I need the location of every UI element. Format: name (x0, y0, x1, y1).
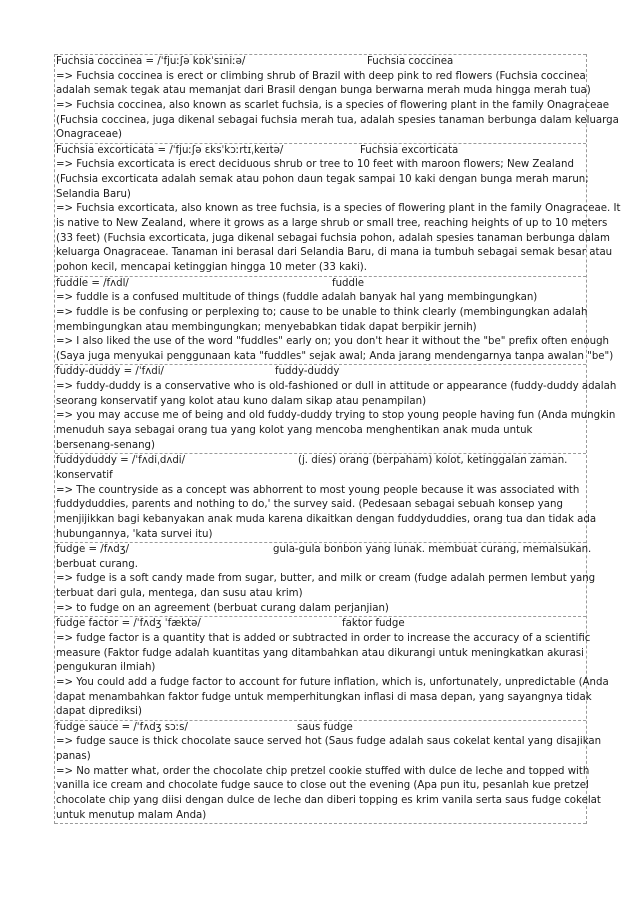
entry-term: fuddle = /fʌdl/ (56, 277, 129, 289)
entry-text-line: menuduh saya sebagai orang tua yang kolot yang mencoba menghentikan anak muda untuk (56, 425, 533, 437)
entry-text-line: seorang konservatif yang kolot atau kuno dalam sikap atau penampilan) (56, 395, 427, 407)
entry-text-line: => to fudge on an agreement (berbuat curang dalam perjanjian) (56, 602, 389, 614)
entry-text-line: membingungkan atau membingungkan; menyebabkan tidak dapat berpikir jernih) (56, 321, 477, 333)
entry-headline (55, 365, 586, 380)
entry-text-line: dapat diprediksi) (56, 706, 142, 718)
entry-text-line: menjijikkan bagi kebanyakan anak muda karena dikaitkan dengan fuddyduddies, orang tua dan tidak ada (56, 513, 597, 525)
entry-translation: saus fudge (297, 721, 353, 733)
entry-term: fuddyduddy = /ˈfʌdiˌdʌdi/ (56, 455, 186, 467)
entry-text-line: (Fuchsia coccinea, juga dikenal sebagai fuchsia merah tua, adalah spesies tanaman berbunga dalam keluarga (56, 114, 619, 126)
entry-term: fuddy-duddy = /ˈfʌdi/ (56, 366, 164, 378)
entry-text-line: terbuat dari gula, mentega, dan susu atau krim) (56, 588, 303, 600)
entry-text-line: => Fuchsia excorticata is erect deciduous shrub or tree to 10 feet with maroon flowers; New Zealand (56, 159, 574, 171)
entry-translation: gula-gula bonbon yang lunak. membuat curang, memalsukan. (273, 544, 592, 556)
entry-term: Fuchsia excorticata = /ˈfjuːʃə ɛksˈkɔːrtɪˌkeɪtə/ (56, 144, 284, 156)
dictionary-entry (55, 720, 602, 824)
entry-translation: Fuchsia coccinea (367, 56, 454, 67)
entry-translation: fuddy-duddy (275, 366, 340, 378)
entry-text-line: => fudge sauce is thick chocolate sauce served hot (Saus fudge adalah saus cokelat kental yang disajikan (56, 736, 602, 748)
entry-text-line: => you may accuse me of being and old fuddy-duddy trying to stop young people having fun (Anda mungkin (56, 410, 616, 422)
entry-text-line: => Fuchsia coccinea is erect or climbing shrub of Brazil with deep pink to red flowers (Fuchsia coccinea (56, 70, 586, 82)
entry-text-line: vanilla ice cream and chocolate fudge sauce to close out the evening (Apa pun itu, pesanlah kue pretzel (56, 780, 589, 792)
entry-headline (55, 454, 586, 469)
entry-text-line: pengukuran ilmiah) (56, 662, 156, 674)
entry-text-line: chocolate chip yang diisi dengan dulce de leche dan diberi topping es krim vanila serta saus fudge cokelat (56, 795, 601, 807)
entry-text-line: berbuat curang. (56, 558, 138, 570)
entry-text-line: konservatif (56, 469, 113, 481)
entry-text-line: => I also liked the use of the word "fuddles" early on; you don't hear it without the "be" prefix often enough (56, 336, 610, 348)
entry-text-line: (Saya juga menyukai penggunaan kata "fuddles" sejak awal; Anda jarang mendengarnya tanpa awalan "be") (56, 350, 614, 362)
entry-headline (55, 144, 586, 159)
entry-text-line: => fuddle is be confusing or perplexing to; cause to be unable to think clearly (membingungkan adalah (56, 306, 588, 318)
entry-text-line: untuk menutup malam Anda) (56, 809, 207, 821)
entry-headline (55, 55, 586, 70)
entry-text-line: => You could add a fudge factor to account for future inflation, which is, unfortunately, unpredictable (Anda (56, 676, 609, 688)
entry-text-line: => The countryside as a concept was abhorrent to most young people because it was associated with (56, 484, 580, 496)
dictionary-document (54, 54, 621, 824)
dictionary-entry (55, 453, 597, 542)
entry-text-line: adalah semak tegak atau memanjat dari Brasil dengan bunga berwarna merah muda hingga merah tua) (56, 85, 591, 97)
entry-text-line: (33 feet) (Fuchsia excorticata, juga dikenal sebagai fuchsia pohon, adalah spesies tanaman berbunga dalam (56, 232, 610, 244)
entry-translation: (j. dies) orang (berpaham) kolot, ketinggalan zaman. (298, 455, 568, 467)
entry-translation: faktor fudge (342, 618, 405, 630)
entry-text-line: keluarga Onagraceae. Tanaman ini berasal dari Selandia Baru, di mana ia tumbuh sebagai semak besar atau (56, 247, 613, 259)
entry-text-line: => fuddle is a confused multitude of things (fuddle adalah banyak hal yang membingungkan) (56, 292, 538, 304)
entry-text-line: => Fuchsia coccinea, also known as scarlet fuchsia, is a species of flowering plant in the family Onagraceae (56, 99, 609, 111)
entry-headline (55, 721, 586, 736)
entry-text-line: dapat menambahkan faktor fudge untuk memperhitungkan inflasi di masa depan, yang sayangnya tidak (56, 691, 592, 703)
entry-headline (55, 543, 592, 558)
entry-text-line: Onagraceae) (56, 129, 122, 141)
entry-term: fudge = /fʌdʒ/ (56, 544, 130, 556)
entry-text-line: => Fuchsia excorticata, also known as tree fuchsia, is a species of flowering plant in the family Onagraceae. It (56, 203, 621, 215)
entry-term: fudge sauce = /ˈfʌdʒ sɔːs/ (56, 721, 188, 733)
dictionary-entry (55, 616, 609, 719)
entry-headline (55, 277, 586, 292)
entry-text-line: => fudge factor is a quantity that is added or subtracted in order to increase the accuracy of a scientific (56, 632, 591, 644)
dictionary-entry (55, 143, 621, 276)
entry-text-line: fuddyduddies, parents and nothing to do,' the survey said. (Pedesaan sebagai sebuah konsep yang (56, 499, 563, 511)
entry-term: fudge factor = /ˈfʌdʒ ˈfæktə/ (56, 618, 201, 630)
entry-text-line: Selandia Baru) (56, 188, 131, 200)
entry-text-line: => No matter what, order the chocolate chip pretzel cookie stuffed with dulce de leche and topped with (56, 765, 590, 777)
dictionary-entry (55, 542, 596, 616)
entry-text-line: => fudge is a soft candy made from sugar, butter, and milk or cream (fudge adalah permen lembut yang (56, 573, 596, 585)
entry-translation: Fuchsia excorticata (360, 144, 459, 156)
entry-headline (55, 617, 586, 632)
entry-text-line: is native to New Zealand, where it grows as a large shrub or small tree, reaching heights of up to 10 meters (56, 218, 608, 230)
entry-text-line: => fuddy-duddy is a conservative who is old-fashioned or dull in attitude or appearance (fuddy-duddy adalah (56, 381, 617, 393)
entry-text-line: hubungannya, 'kata survei itu) (56, 528, 213, 540)
dictionary-entry (55, 54, 619, 143)
entry-text-line: pohon kecil, mencapai ketinggian hingga 10 meter (33 kaki). (56, 261, 368, 273)
dictionary-entry (55, 364, 617, 453)
entry-text-line: bersenang-senang) (56, 439, 155, 451)
entry-translation: fuddle (332, 277, 365, 289)
entry-text-line: (Fuchsia excorticata adalah semak atau pohon daun tegak sampai 10 kaki dengan bunga merah marun; (56, 174, 589, 186)
dictionary-entry (55, 276, 614, 365)
entry-text-line: measure (Faktor fudge adalah kuantitas yang ditambahkan atau dikurangi untuk meningkatkan akurasi (56, 647, 584, 659)
entry-term: Fuchsia coccinea = /ˈfjuːʃə kɒkˈsɪniːə/ (56, 56, 246, 67)
entry-text-line: panas) (56, 751, 91, 763)
